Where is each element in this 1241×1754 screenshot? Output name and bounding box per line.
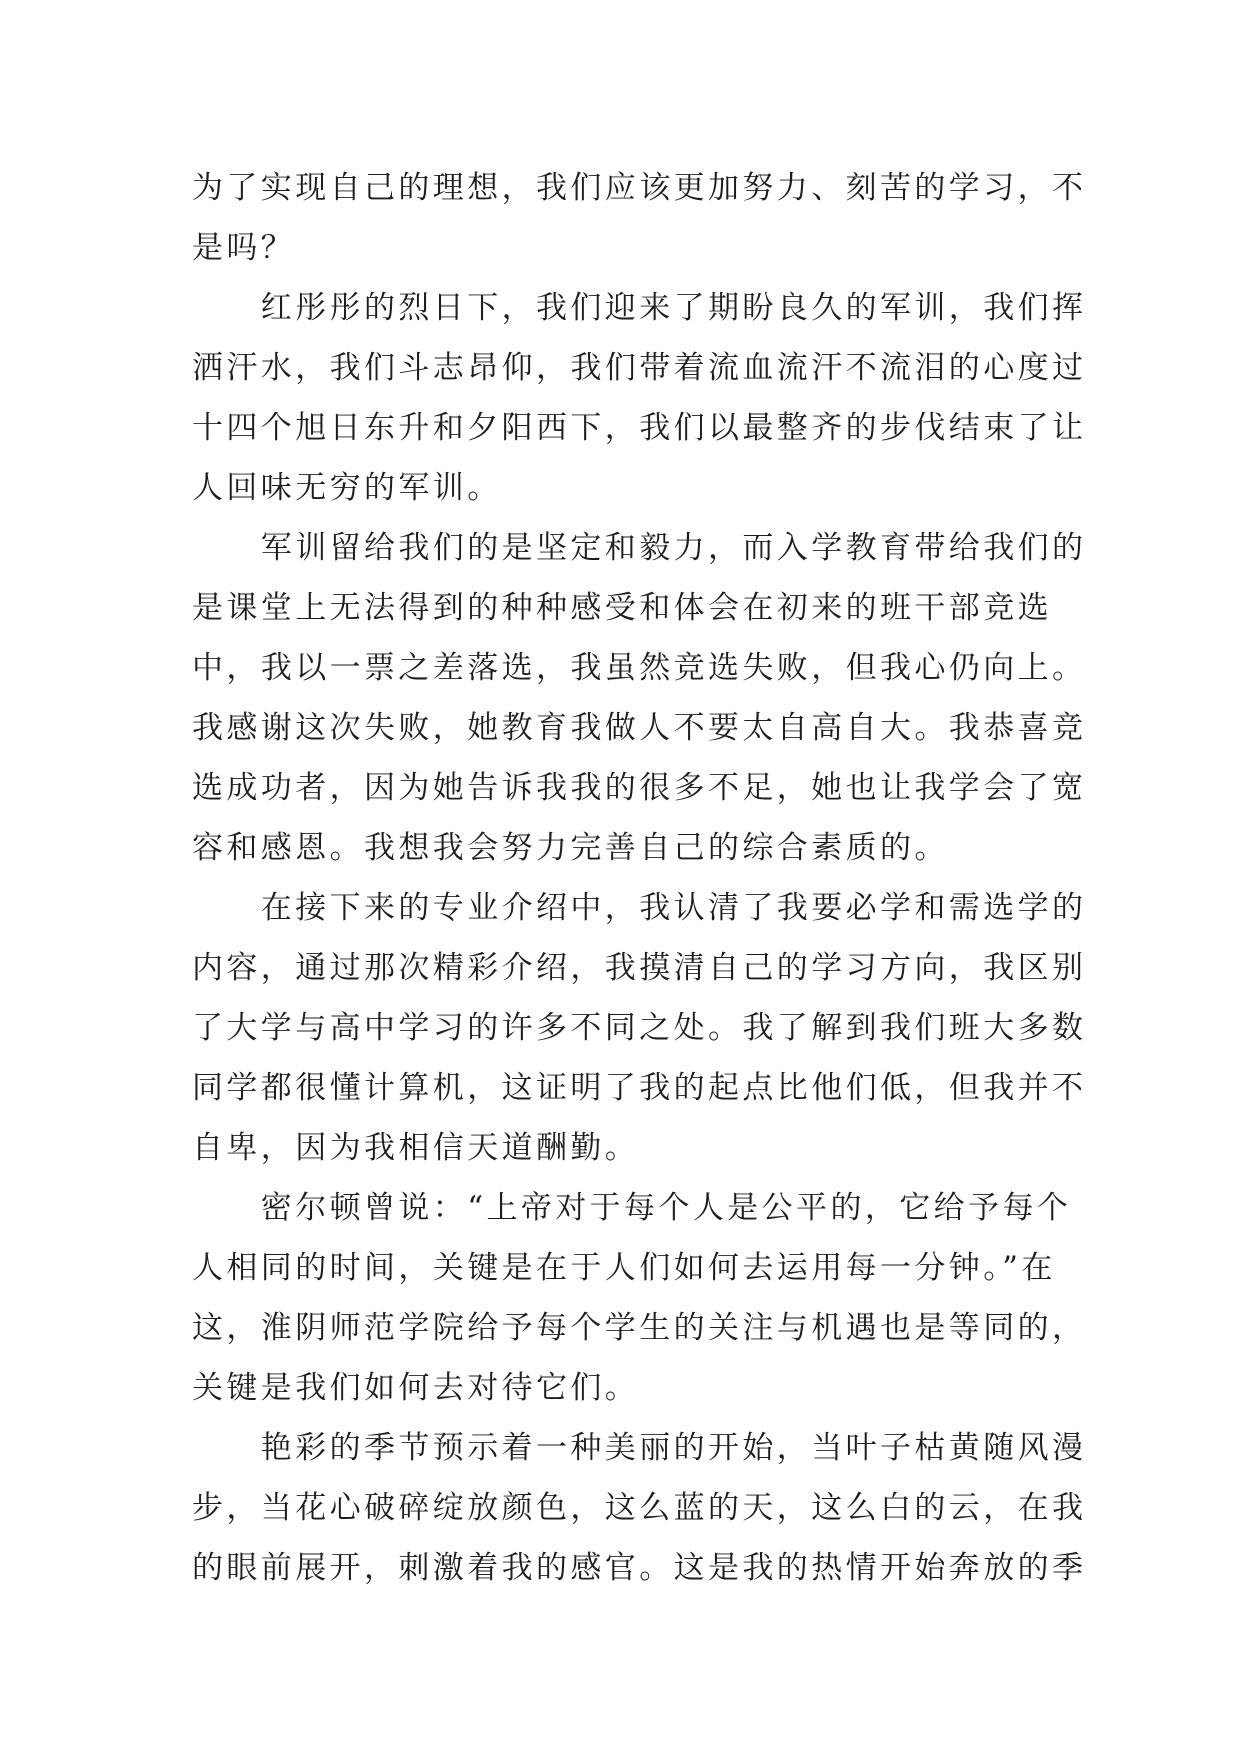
text-line: 是课堂上无法得到的种种感受和体会在初来的班干部竞选: [192, 590, 1052, 626]
text-line: 洒汗水，我们斗志昂仰，我们带着流血流汗不流泪的心度过: [192, 350, 1087, 386]
text-line: 内容，通过那次精彩介绍，我摸清自己的学习方向，我区别: [192, 950, 1087, 986]
text-line: 红彤彤的烈日下，我们迎来了期盼良久的军训，我们挥: [192, 290, 1087, 326]
text-line: 中，我以一票之差落选，我虽然竞选失败，但我心仍向上。: [192, 650, 1087, 686]
text-line: 为了实现自己的理想，我们应该更加努力、刻苦的学习，不: [192, 170, 1087, 206]
text-line: 容和感恩。我想我会努力完善自己的综合素质的。: [192, 830, 949, 866]
text-line: 的眼前展开，刺激着我的感官。这是我的热情开始奔放的季: [192, 1550, 1087, 1586]
text-line: 军训留给我们的是坚定和毅力，而入学教育带给我们的: [192, 530, 1087, 566]
text-line: 选成功者，因为她告诉我我的很多不足，她也让我学会了宽: [192, 770, 1087, 806]
text-line: 密尔顿曾说：“上帝对于每个人是公平的，它给予每个: [192, 1190, 1072, 1226]
text-line: 人回味无穷的军训。: [192, 470, 502, 506]
text-line: 我感谢这次失败，她教育我做人不要太自高自大。我恭喜竞: [192, 710, 1087, 746]
text-line: 步，当花心破碎绽放颜色，这么蓝的天，这么白的云，在我: [192, 1490, 1087, 1526]
text-line: 人相同的时间，关键是在于人们如何去运用每一分钟。”在: [192, 1250, 1056, 1286]
text-line: 艳彩的季节预示着一种美丽的开始，当叶子枯黄随风漫: [192, 1430, 1087, 1466]
text-line: 十四个旭日东升和夕阳西下，我们以最整齐的步伐结束了让: [192, 410, 1087, 446]
text-line: 同学都很懂计算机，这证明了我的起点比他们低，但我并不: [192, 1070, 1087, 1106]
text-line: 自卑，因为我相信天道酬勤。: [192, 1130, 640, 1166]
text-line: 是吗？: [192, 230, 296, 266]
text-line: 在接下来的专业介绍中，我认清了我要必学和需选学的: [192, 890, 1087, 926]
text-line: 了大学与高中学习的许多不同之处。我了解到我们班大多数: [192, 1010, 1087, 1046]
text-line: 这，淮阴师范学院给予每个学生的关注与机遇也是等同的，: [192, 1310, 1087, 1346]
body-text: [192, 158, 1087, 1598]
text-line: 关键是我们如何去对待它们。: [192, 1370, 640, 1406]
